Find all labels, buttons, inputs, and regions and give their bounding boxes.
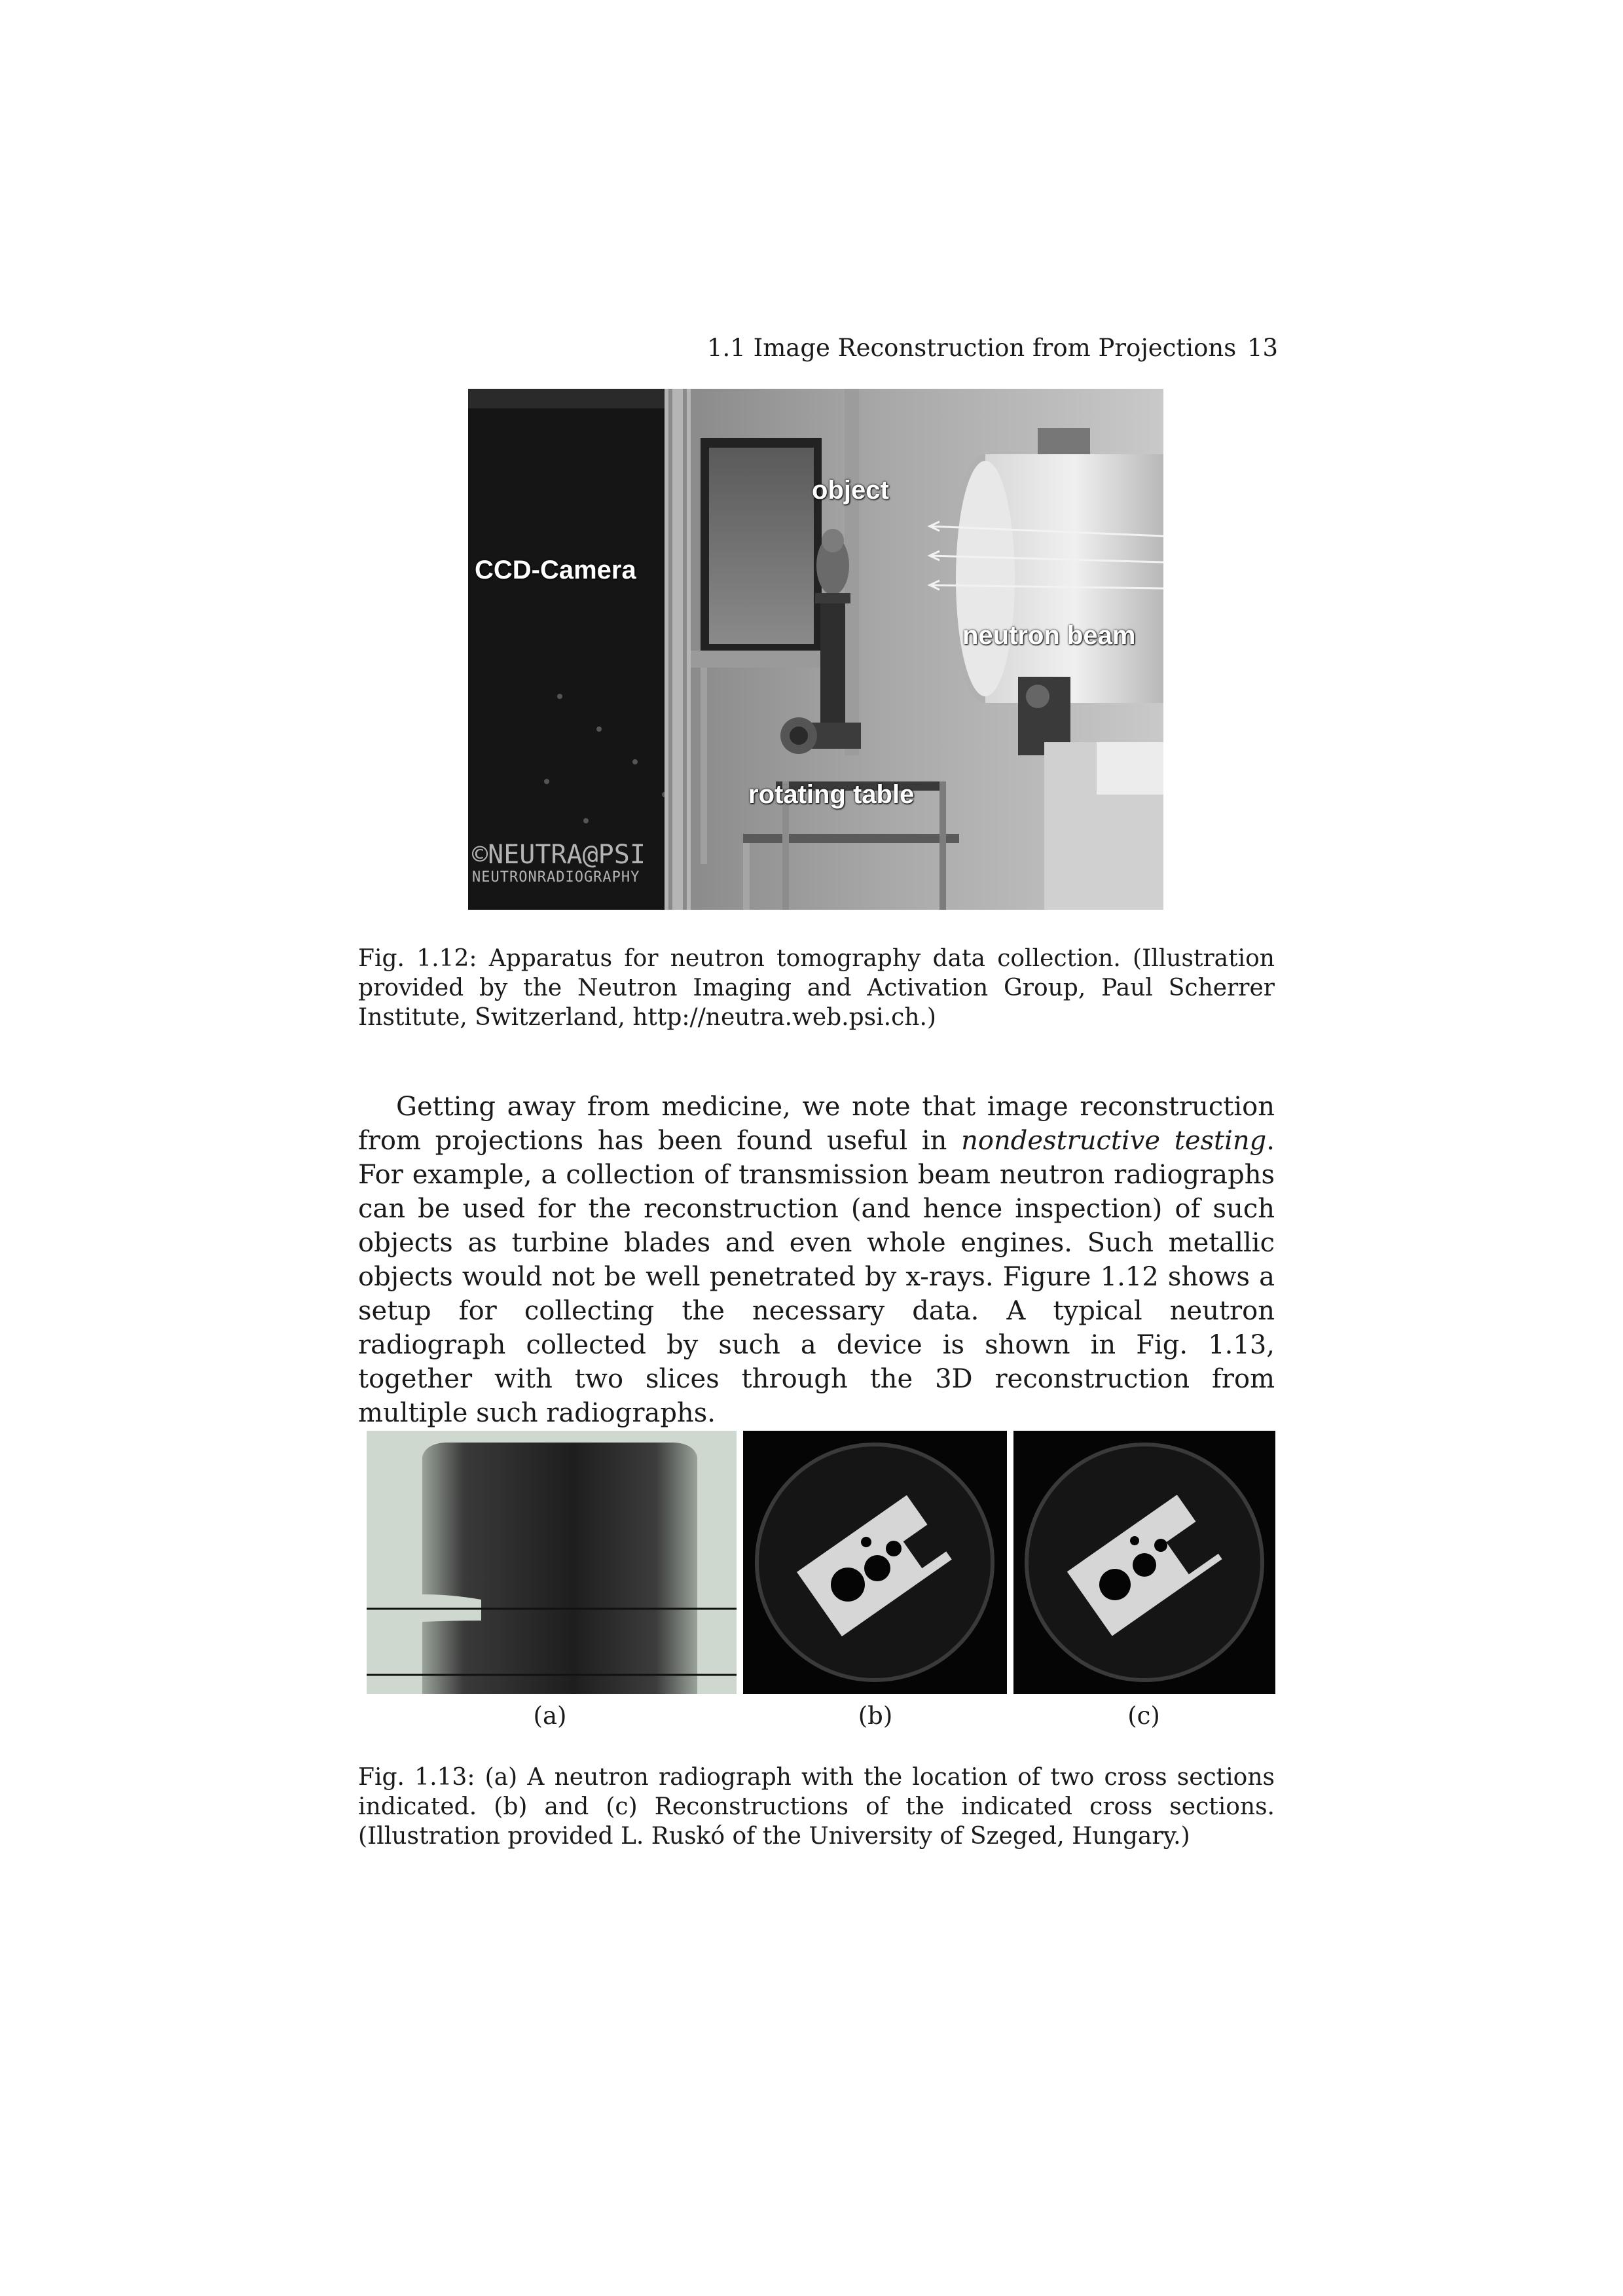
reconstruction-b-image: [743, 1431, 1007, 1694]
running-title: 1.1 Image Reconstruction from Projections: [707, 334, 1237, 362]
body-text-1: Getting away from medicine, we note that image reconstruction from projections has been found useful in: [358, 1092, 1275, 1156]
panel-a-radiograph: [367, 1431, 737, 1694]
reconstruction-c-image: [1013, 1431, 1275, 1694]
label-ccd-camera: CCD-Camera: [475, 556, 636, 584]
label-neutron-beam: neutron beam: [962, 621, 1136, 650]
watermark: [468, 838, 671, 910]
watermark-line-2: NEUTRONRADIOGRAPHY: [472, 869, 640, 886]
figure-1-13-caption: Fig. 1.13: (a) A neutron radiograph with the location of two cross sections indicated. (b) and (c) Reconstructions of the indicated cross sections. (Illustration provided L. Ruskó of the University of Szeged, Hungary.): [358, 1764, 1275, 1850]
label-object: object: [812, 476, 889, 505]
sublabel-c: (c): [1127, 1702, 1160, 1730]
figure-1-12-photo: [468, 389, 1163, 910]
label-rotating-table: rotating table: [748, 780, 915, 809]
page-number: 13: [1247, 334, 1279, 362]
sublabel-b: (b): [858, 1702, 893, 1730]
figure-1-12-caption: Fig. 1.12: Apparatus for neutron tomography data collection. (Illustration provided by the Neutron Imaging and Activation Group, Paul Scherrer Institute, Switzerland, http://neutra.web.psi.ch.): [358, 945, 1275, 1031]
watermark-line-1: ©NEUTRA@PSI: [472, 840, 646, 870]
sublabel-a: (a): [533, 1702, 567, 1730]
body-paragraph: [358, 1090, 1275, 1430]
panel-b-reconstruction: [743, 1431, 1007, 1694]
panel-c-reconstruction: [1013, 1431, 1275, 1694]
radiograph-image: [367, 1431, 737, 1694]
body-text-2: . For example, a collection of transmission beam neutron radiographs can be used for the reconstruction (and hence inspection) of such objects as turbine blades and even whole engines. Such metallic objects would not be well penetrated by x-rays. Figure 1.12 shows a setup for collecting the necessary data. A typical neutron radiograph collected by such a device is shown in Fig. 1.13, together with two slices through the 3D reconstruction from multiple such radiographs.: [358, 1126, 1275, 1428]
emphasis-term: nondestructive testing: [961, 1126, 1267, 1156]
